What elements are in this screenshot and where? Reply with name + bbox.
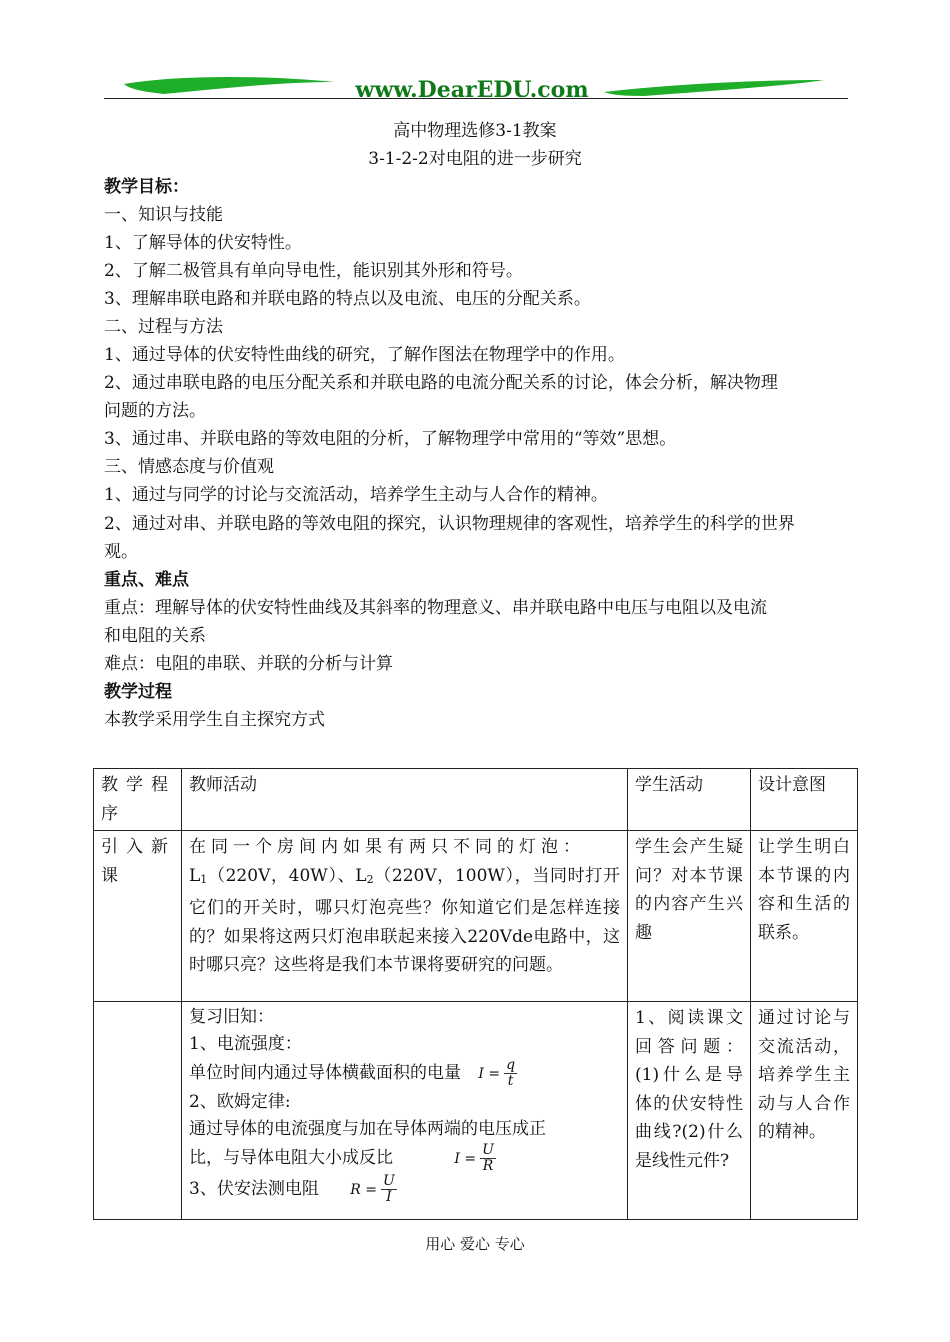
current-definition: 单位时间内通过导体横截面积的电量 — [189, 1063, 461, 1083]
row1-teacher-l2: （220V，40W）、L — [207, 865, 367, 886]
section-attitude: 三、情感态度与价值观 — [104, 457, 274, 477]
row1-stage: 引入新课 — [94, 831, 182, 1002]
difficulty-point: 难点：电阻的串联、并联的分析与计算 — [104, 654, 393, 674]
review-label: 复习旧知： — [189, 1007, 274, 1027]
header-rule — [104, 98, 848, 99]
formula-ohm — [480, 1143, 496, 1174]
section-process: 二、过程与方法 — [104, 317, 223, 337]
lesson-table — [93, 768, 858, 1220]
doc-title: 高中物理选修3-1教案 — [393, 121, 557, 141]
table-row — [94, 831, 858, 1002]
knowledge-item-1: 1、了解导体的伏安特性。 — [104, 233, 302, 253]
row2-teacher — [182, 1002, 628, 1220]
key-heading: 重点、难点 — [104, 570, 189, 590]
footer-slogan: 用心 爱心 专心 — [425, 1235, 525, 1253]
row2-stage — [94, 1002, 182, 1220]
row1-teacher-rest: （220V，100W），当同时打开它们的 — [189, 865, 620, 918]
formula-resistance — [381, 1174, 397, 1205]
left-swoosh — [124, 77, 334, 94]
process-intro: 本教学采用学生自主探究方式 — [104, 710, 325, 730]
review-item-2-desc-a: 通过导体的电流强度与加在导体两端的电压成正 — [189, 1119, 546, 1139]
table-header-row — [94, 769, 858, 831]
review-item-2: 2、欧姆定律: — [189, 1092, 291, 1112]
doc-subtitle: 3-1-2-2对电阻的进一步研究 — [368, 149, 582, 169]
header-student: 学生活动 — [628, 769, 751, 831]
formula-ohm-lhs: I = — [454, 1151, 477, 1167]
row1-teacher-l1: L — [189, 865, 201, 886]
row1-teacher-l2-sub: 2 — [366, 872, 374, 886]
attitude-item-2-line2: 观。 — [104, 542, 138, 562]
row2-student: 1、阅读课文回答问题：(1)什么是导体的伏安特性曲线?(2)什么是线性元件? — [628, 1002, 751, 1220]
formula-ohm-den: R — [482, 1158, 494, 1174]
header-stage: 教学程序 — [94, 769, 182, 831]
row2-design: 通过讨论与交流活动，培养学生主动与人合作的精神。 — [751, 1002, 858, 1220]
formula-resistance-den: I — [386, 1189, 392, 1205]
goal-heading: 教学目标： — [104, 177, 189, 197]
process-heading: 教学过程 — [104, 682, 172, 702]
row1-teacher-body: 开关时，哪只灯泡亮些？你知道它们是怎样连接的？如果将这两只灯泡串联起来接入220Vde电路中，这时哪只亮？这些将是我们本节课将要研究的问题。 — [189, 898, 620, 975]
process-item-2-line2: 问题的方法。 — [104, 401, 206, 421]
formula-resistance-num: U — [382, 1173, 395, 1189]
row1-design: 让学生明白本节课的内容和生活的联系。 — [751, 831, 858, 1002]
row1-student: 学生会产生疑问？对本节课的内容产生兴趣 — [628, 831, 751, 1002]
voltammetry-text: 3、伏安法测电阻 — [189, 1179, 319, 1199]
table-row — [94, 1002, 858, 1220]
key-point-line2: 和电阻的关系 — [104, 626, 206, 646]
formula-resistance-lhs: R = — [350, 1182, 377, 1198]
formula-ohm-num: U — [482, 1142, 494, 1158]
right-swoosh — [604, 80, 824, 96]
key-point-line1: 重点：理解导体的伏安特性曲线及其斜率的物理意义、串并联电路中电压与电阻以及电流 — [104, 598, 767, 618]
formula-current-lhs: I = — [478, 1066, 501, 1082]
logo-text: www.DearEDU.com — [355, 77, 589, 103]
header-design: 设计意图 — [751, 769, 858, 831]
header-teacher: 教师活动 — [182, 769, 628, 831]
process-item-2-line1: 2、通过串联电路的电压分配关系和并联电路的电流分配关系的讨论，体会分析，解决物理 — [104, 373, 778, 393]
knowledge-item-3: 3、理解串联电路和并联电路的特点以及电流、电压的分配关系。 — [104, 289, 591, 309]
review-item-3 — [189, 1174, 620, 1205]
review-item-1-desc — [189, 1058, 620, 1089]
ohm-law-text: 比，与导体电阻大小成反比 — [189, 1148, 393, 1168]
row1-teacher-l1-sub: 1 — [200, 872, 208, 886]
row1-teacher-line1: 在同一个房间内如果有两只不同的灯泡： — [189, 837, 585, 857]
attitude-item-2-line1: 2、通过对串、并联电路的等效电阻的探究，认识物理规律的客观性，培养学生的科学的世界 — [104, 514, 795, 534]
review-item-1: 1、电流强度： — [189, 1034, 302, 1054]
formula-current — [504, 1058, 517, 1089]
knowledge-item-2: 2、了解二极管具有单向导电性，能识别其外形和符号。 — [104, 261, 523, 281]
process-item-3: 3、通过串、并联电路的等效电阻的分析，了解物理学中常用的“等效”思想。 — [104, 429, 677, 449]
formula-current-num: q — [506, 1057, 516, 1073]
row1-teacher — [182, 831, 628, 1002]
review-item-2-desc-b — [189, 1143, 620, 1174]
formula-current-den: t — [507, 1073, 514, 1089]
attitude-item-1: 1、通过与同学的讨论与交流活动，培养学生主动与人合作的精神。 — [104, 485, 608, 505]
section-knowledge: 一、知识与技能 — [104, 205, 223, 225]
process-item-1: 1、通过导体的伏安特性曲线的研究，了解作图法在物理学中的作用。 — [104, 345, 625, 365]
